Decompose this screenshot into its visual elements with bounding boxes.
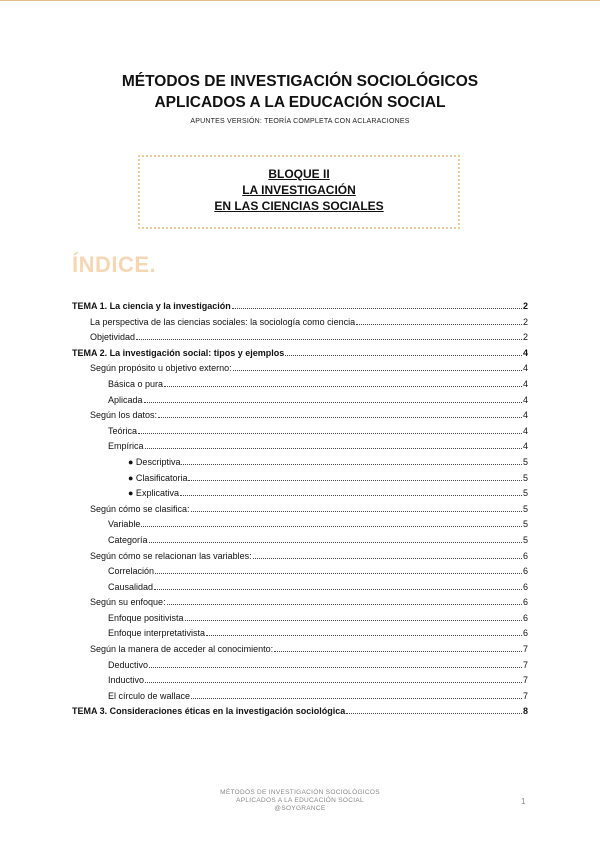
toc-entry-page: 8: [522, 706, 528, 717]
toc-entry-page: 6: [522, 612, 528, 623]
toc-entry-label: Según propósito u objetivo externo:: [90, 363, 232, 374]
top-border-line: [0, 0, 600, 1]
toc-entry-page: 7: [522, 659, 528, 670]
toc-entry[interactable]: [72, 500, 528, 516]
toc-entry-page: 7: [522, 690, 528, 701]
toc-entry-label: Según los datos:: [90, 410, 158, 421]
toc-entry[interactable]: [72, 687, 528, 703]
toc-dot-leader: [181, 453, 522, 465]
toc-dot-leader: [233, 359, 522, 371]
toc-entry[interactable]: [72, 344, 528, 360]
block-heading-box: [138, 155, 460, 229]
toc-dot-leader: [158, 406, 522, 418]
toc-dot-leader: [274, 640, 522, 652]
toc-dot-leader: [180, 484, 522, 496]
index-heading: ÍNDICE.: [72, 252, 157, 277]
toc-entry[interactable]: [72, 562, 528, 578]
toc-entry[interactable]: [72, 375, 528, 391]
toc-dot-leader: [154, 578, 522, 590]
toc-entry-page: 4: [522, 441, 528, 452]
toc-entry-label: ● Clasificatoria: [128, 472, 188, 483]
toc-entry[interactable]: [72, 328, 528, 344]
toc-entry-label: Inductivo: [108, 675, 145, 686]
toc-dot-leader: [285, 344, 522, 356]
toc-entry-page: 7: [522, 675, 528, 686]
toc-entry[interactable]: [72, 702, 528, 718]
toc-dot-leader: [144, 391, 522, 403]
block-title-line2: EN LAS CIENCIAS SOCIALES: [214, 199, 384, 213]
toc-entry[interactable]: [72, 547, 528, 563]
toc-dot-leader: [149, 656, 522, 668]
toc-entry-label: Aplicada: [108, 394, 143, 405]
toc-entry-page: 4: [522, 410, 528, 421]
toc-entry-label: Objetividad: [90, 332, 136, 343]
toc-entry-page: 7: [522, 644, 528, 655]
toc-dot-leader: [206, 624, 522, 636]
toc-dot-leader: [253, 547, 522, 559]
toc-entry-page: 6: [522, 628, 528, 639]
toc-entry[interactable]: [72, 531, 528, 547]
toc-entry-page: 6: [522, 550, 528, 561]
footer-line2: APLICADOS A LA EDUCACIÓN SOCIAL: [236, 797, 364, 804]
toc-entry-page: 6: [522, 597, 528, 608]
document-subtitle: APUNTES VERSIÓN: TEORÍA COMPLETA CON ACLARACIONES: [190, 118, 410, 125]
toc-dot-leader: [167, 593, 522, 605]
toc-entry-label: Categoría: [108, 534, 148, 545]
toc-entry-page: 2: [522, 316, 528, 327]
toc-entry-label: Enfoque interpretativista: [108, 628, 206, 639]
footer-line3: @SOYGRANCE: [274, 805, 326, 812]
toc-entry[interactable]: [72, 484, 528, 500]
toc-entry[interactable]: [72, 313, 528, 329]
toc-entry[interactable]: [72, 422, 528, 438]
toc-entry-page: 5: [522, 534, 528, 545]
toc-entry-label: Según su enfoque:: [90, 597, 166, 608]
toc-dot-leader: [145, 671, 522, 683]
toc-entry-label: El círculo de wallace: [108, 690, 191, 701]
toc-dot-leader: [141, 515, 522, 527]
block-title-line1: LA INVESTIGACIÓN: [242, 183, 356, 197]
toc-entry-label: Empírica: [108, 441, 144, 452]
toc-entry-page: 5: [522, 503, 528, 514]
toc-dot-leader: [191, 500, 522, 512]
toc-entry[interactable]: [72, 593, 528, 609]
toc-entry[interactable]: [72, 406, 528, 422]
toc-entry[interactable]: [72, 515, 528, 531]
toc-entry-label: ● Explicativa: [128, 488, 179, 499]
toc-dot-leader: [188, 469, 522, 481]
toc-entry[interactable]: [72, 469, 528, 485]
toc-entry-page: 4: [522, 394, 528, 405]
toc-entry-page: 5: [522, 488, 528, 499]
toc-entry-page: 4: [522, 363, 528, 374]
toc-entry[interactable]: [72, 391, 528, 407]
footer-line1: MÉTODOS DE INVESTIGACIÓN SOCIOLÓGICOS: [220, 789, 380, 796]
toc-dot-leader: [145, 437, 522, 449]
toc-entry-page: 5: [522, 519, 528, 530]
toc-dot-leader: [136, 328, 522, 340]
toc-entry-label: La perspectiva de las ciencias sociales: la sociología como ciencia: [90, 316, 356, 327]
toc-entry-page: 5: [522, 472, 528, 483]
toc-dot-leader: [185, 609, 522, 621]
toc-entry-label: Según la manera de acceder al conocimiento:: [90, 644, 274, 655]
toc-entry-label: TEMA 1. La ciencia y la investigación: [72, 301, 231, 311]
toc-entry-label: Causalidad: [108, 581, 154, 592]
toc-dot-leader: [138, 422, 522, 434]
toc-entry-label: TEMA 3. Consideraciones éticas en la investigación sociológica: [72, 706, 346, 717]
toc-entry[interactable]: [72, 640, 528, 656]
toc-dot-leader: [155, 562, 522, 574]
toc-entry[interactable]: [72, 609, 528, 625]
toc-entry-label: Correlación: [108, 566, 155, 577]
table-of-contents: [72, 297, 528, 718]
toc-entry[interactable]: [72, 624, 528, 640]
toc-entry-label: Básica o pura: [108, 378, 164, 389]
toc-entry-label: Enfoque positivista: [108, 612, 184, 623]
toc-entry-label: Variable: [108, 519, 141, 530]
toc-entry[interactable]: [72, 297, 528, 313]
toc-entry-label: ● Descriptiva: [128, 456, 181, 467]
block-number: BLOQUE II: [268, 167, 330, 181]
toc-dot-leader: [346, 702, 522, 714]
document-title-line2: APLICADOS A LA EDUCACIÓN SOCIAL: [154, 94, 446, 111]
toc-entry-label: Según cómo se relacionan las variables:: [90, 550, 252, 561]
toc-entry[interactable]: [72, 671, 528, 687]
toc-dot-leader: [191, 687, 522, 699]
toc-entry-page: 4: [522, 347, 528, 358]
toc-entry[interactable]: [72, 656, 528, 672]
toc-entry-page: 2: [522, 332, 528, 343]
page-footer: [0, 789, 600, 813]
toc-dot-leader: [232, 297, 522, 309]
toc-entry-page: 6: [522, 566, 528, 577]
toc-entry-label: TEMA 2. La investigación social: tipos y ejemplos: [72, 347, 285, 358]
toc-entry-label: Deductivo: [108, 659, 149, 670]
toc-entry[interactable]: [72, 437, 528, 453]
toc-entry-page: 2: [522, 301, 528, 311]
toc-entry-label: Según cómo se clasifica:: [90, 503, 190, 514]
toc-entry[interactable]: [72, 359, 528, 375]
toc-entry-page: 4: [522, 425, 528, 436]
toc-dot-leader: [149, 531, 522, 543]
toc-entry[interactable]: [72, 453, 528, 469]
toc-entry[interactable]: [72, 578, 528, 594]
toc-entry-label: Teórica: [108, 425, 138, 436]
toc-entry-page: 5: [522, 456, 528, 467]
document-title-line1: MÉTODOS DE INVESTIGACIÓN SOCIOLÓGICOS: [121, 73, 479, 90]
toc-dot-leader: [164, 375, 522, 387]
toc-entry-page: 4: [522, 378, 528, 389]
toc-entry-page: 6: [522, 581, 528, 592]
page-number: 1: [521, 797, 526, 806]
toc-dot-leader: [356, 313, 522, 325]
